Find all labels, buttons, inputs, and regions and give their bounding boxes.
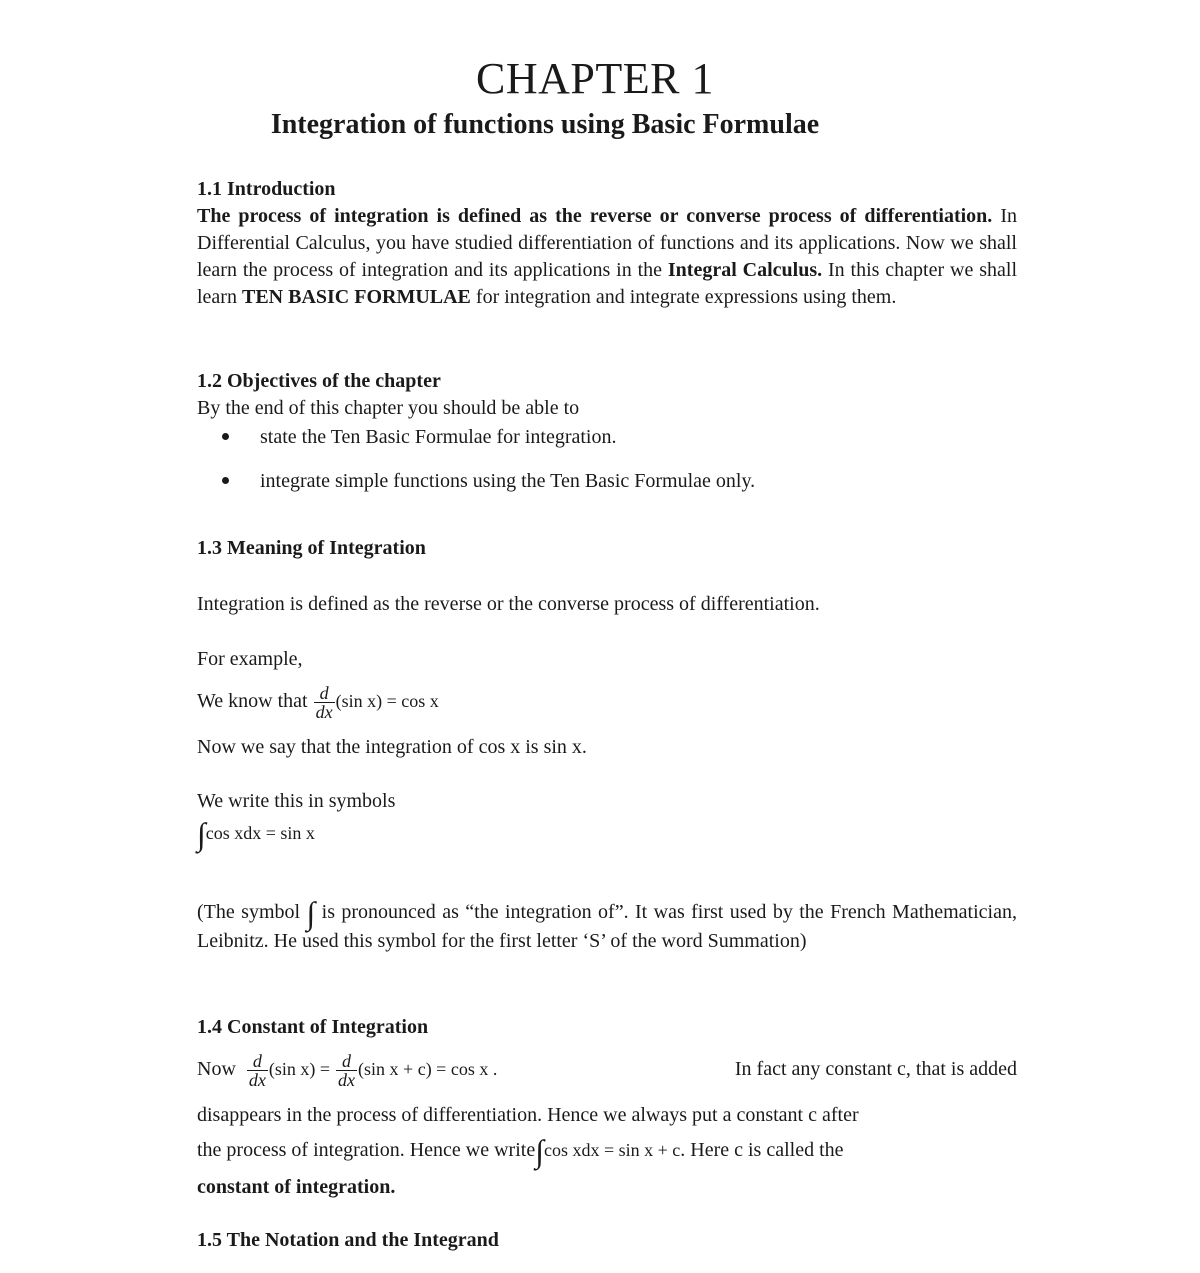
integration-statement: Now we say that the integration of cos x is sin x.: [197, 736, 587, 758]
derivative-example: [197, 676, 439, 726]
symbols-intro: We write this in symbols: [197, 790, 396, 812]
intro-text-1: In Differential Calculus, you have studied differentiation of functions and its applications. Now we shall learn the process of integration and its applications in the: [197, 205, 1017, 281]
section-heading-1-5: 1.5 The Notation and the Integrand: [197, 1229, 499, 1251]
constant-fact-text: In fact any constant c, that is added: [734, 1058, 1017, 1080]
bullet-icon: [222, 433, 229, 440]
derivation-expression: [197, 1044, 497, 1094]
symbol-note-post: is pronounced as “the integration of”. It was first used by the French Mathematician, Leibnitz. He used this symbol for the first letter ‘S’ of the word Summation): [197, 901, 1017, 952]
chapter-title: Integration of functions using Basic Formulae: [270, 109, 820, 140]
constant-derivation-line: [197, 1044, 1017, 1094]
section-heading-1-4: 1.4 Constant of Integration: [197, 1016, 429, 1038]
fraction-numerator: d: [252, 1050, 262, 1071]
constant-of-integration-term: constant of integration.: [197, 1176, 396, 1198]
fraction-denominator: dx: [338, 1069, 356, 1090]
intro-text-3: for integration and integrate expressions using them.: [470, 286, 897, 308]
fraction-denominator: dx: [248, 1069, 266, 1090]
derivation-expr-1: (sin x) =: [268, 1059, 331, 1079]
symbol-note: [197, 895, 1017, 956]
section-heading-1-2: 1.2 Objectives of the chapter: [197, 370, 441, 392]
constant-line-3: [197, 1133, 844, 1169]
intro-paragraph: [197, 203, 1017, 311]
constant-line-3-post: . Here c is called the: [680, 1139, 844, 1161]
integral-example: [197, 816, 315, 852]
derivation-expr-2: (sin x + c) = cos x .: [358, 1059, 498, 1079]
bullet-icon: [222, 477, 229, 484]
derivative-fraction: [314, 684, 335, 721]
integration-definition: Integration is defined as the reverse or the converse process of differentiation.: [197, 593, 820, 615]
objective-item: [222, 468, 755, 494]
intro-bold-ten-basic: TEN BASIC FORMULAE: [241, 286, 471, 308]
we-know-text: We know that: [197, 690, 308, 712]
section-heading-1-1: 1.1 Introduction: [197, 178, 336, 200]
intro-bold-integral-calculus: Integral Calculus.: [667, 259, 823, 281]
objective-text: state the Ten Basic Formulae for integration.: [260, 426, 617, 448]
section-heading-1-3: 1.3 Meaning of Integration: [197, 537, 426, 559]
integral-expression: cos xdx = sin x: [205, 823, 315, 843]
constant-line-2: disappears in the process of differentiation. Hence we always put a constant c after: [197, 1104, 859, 1126]
derivative-fraction: [336, 1052, 357, 1089]
constant-line-3-pre: the process of integration. Hence we write: [197, 1139, 536, 1161]
objective-text: integrate simple functions using the Ten Basic Formulae only.: [260, 470, 756, 492]
for-example-label: For example,: [197, 648, 303, 670]
intro-text-2: In this chapter we shall learn: [197, 259, 1018, 308]
objective-item: [222, 424, 616, 450]
integral-sign-icon: ∫: [535, 1133, 544, 1169]
objectives-intro: By the end of this chapter you should be able to: [197, 397, 580, 419]
fraction-numerator: d: [319, 682, 329, 703]
derivative-rhs: (sin x) = cos x: [335, 691, 439, 711]
symbol-note-pre: (The symbol: [197, 901, 307, 923]
now-label: Now: [197, 1058, 236, 1080]
intro-bold-lead: The process of integration is defined as the reverse or converse process of differentiation.: [197, 205, 993, 227]
integral-sign-icon: ∫: [197, 816, 206, 852]
derivative-fraction: [247, 1052, 268, 1089]
integral-sign-icon: ∫: [306, 895, 316, 931]
constant-line-3-expr: cos xdx = sin x + c: [543, 1140, 681, 1160]
fraction-denominator: dx: [315, 701, 333, 722]
fraction-numerator: d: [342, 1050, 352, 1071]
chapter-number: CHAPTER 1: [476, 54, 714, 103]
